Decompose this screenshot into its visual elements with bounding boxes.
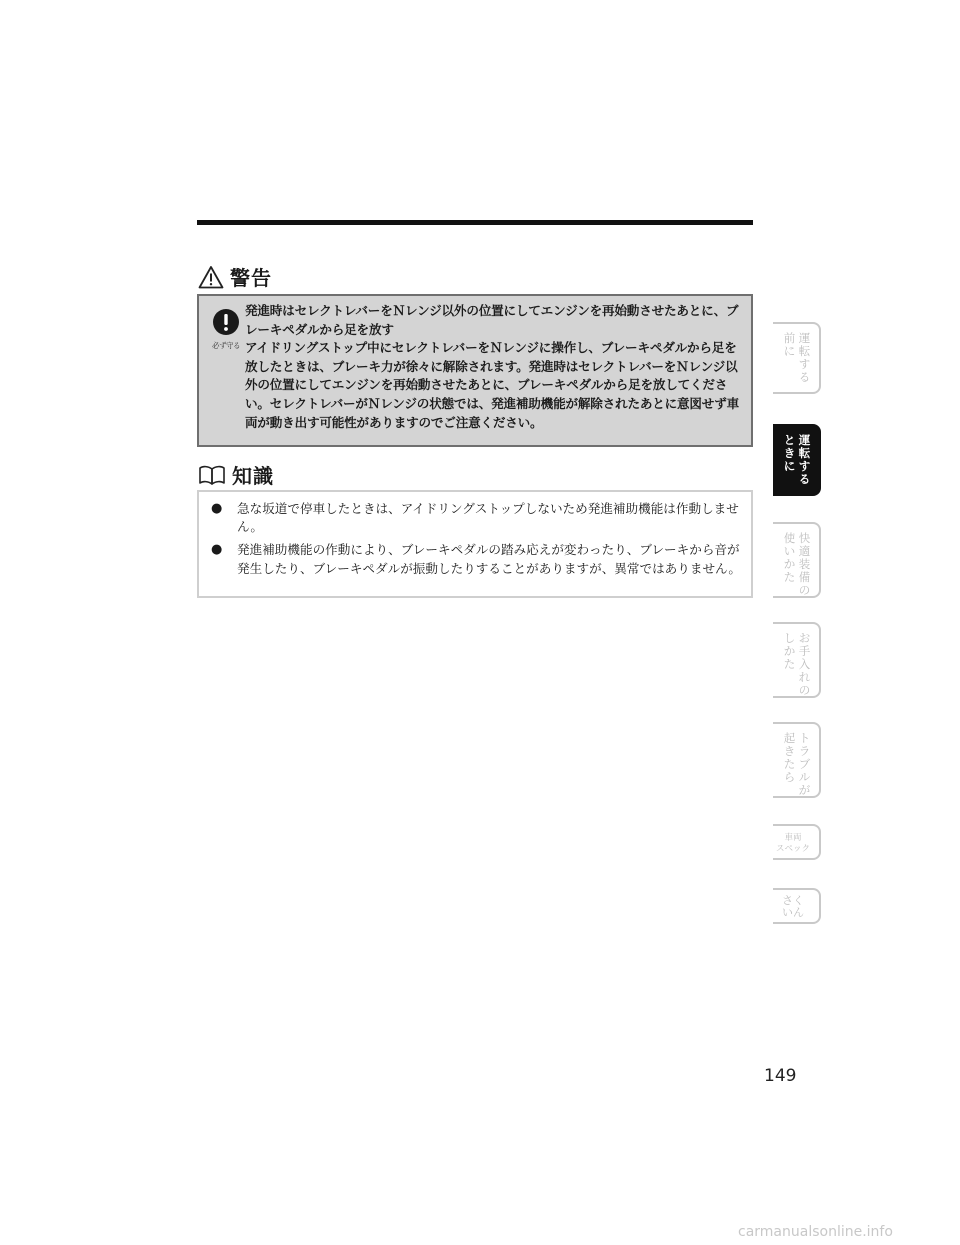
tab-label: 運転する — [798, 433, 811, 486]
warning-title: 警告 — [230, 266, 272, 290]
tab-label: 快適装備の — [798, 531, 811, 597]
tab-maintenance[interactable] — [773, 622, 821, 698]
list-item — [211, 541, 743, 577]
warning-text — [245, 302, 745, 432]
knowledge-box — [197, 490, 753, 598]
knowledge-title: 知識 — [232, 464, 274, 488]
tab-before-driving[interactable] — [773, 322, 821, 394]
tab-label: お手入れの — [798, 631, 811, 697]
tab-label: トラブルが — [798, 731, 811, 797]
tab-label: ときに — [783, 433, 796, 473]
bullet: ● — [211, 542, 223, 558]
list-item-text: 急な坂道で停車したときは、アイドリングストップしないため発進補助機能は作動しません。 — [237, 501, 739, 535]
bullet: ● — [211, 501, 223, 516]
tab-comfort-equipment[interactable] — [773, 522, 821, 598]
tab-label: 運転する — [798, 331, 811, 384]
tab-index[interactable] — [773, 888, 821, 924]
tab-label: 車両 — [784, 833, 802, 843]
tab-label: さく — [782, 894, 804, 907]
warning-paragraph: 発進時はセレクトレバーをＮレンジ以外の位置にしてエンジンを再始動させたあとに、ブレーキペダルから足を放す — [245, 303, 739, 337]
must-follow-badge — [208, 308, 244, 351]
warning-triangle-icon — [198, 265, 224, 289]
must-follow-label: 必ず守る — [212, 341, 240, 350]
page-number: 149 — [764, 1066, 797, 1086]
warning-box — [197, 294, 753, 447]
list-item-text: 発進補助機能の作動により、ブレーキペダルの踏み応えが変わったり、ブレーキから音が発生したり、ブレーキペダルが振動したりすることがありますが、異常ではありません。 — [237, 542, 742, 576]
tab-while-driving[interactable] — [773, 424, 821, 496]
tab-label: 前に — [783, 331, 796, 358]
tab-label: 起きたら — [783, 731, 796, 784]
exclamation-circle-icon — [212, 308, 240, 336]
top-rule — [197, 220, 753, 225]
knowledge-heading — [198, 460, 274, 489]
footer-watermark: carmanualsonline.info — [738, 1224, 893, 1240]
tab-label: スペック — [775, 844, 810, 854]
warning-paragraph: アイドリングストップ中にセレクトレバーをＮレンジに操作し、ブレーキペダルから足を放したときは、ブレーキ力が徐々に解除されます。発進時はセレクトレバーをＮレンジ以外の位置にしてエンジンを再始動させたあとに、ブレーキペダルから足を放してください。セレクトレバーがＮレンジの状態では、発進補助機能が解除されたあとに意図せず車両が動き出す可能性がありますのでご注意ください。 — [245, 340, 739, 430]
tab-label: 使いかた — [783, 531, 796, 584]
warning-heading — [198, 262, 272, 291]
tab-label: しかた — [783, 631, 796, 671]
tab-vehicle-specs[interactable] — [773, 824, 821, 860]
open-book-icon — [198, 464, 226, 486]
knowledge-list — [211, 500, 743, 583]
list-item — [211, 500, 743, 536]
tab-troubleshooting[interactable] — [773, 722, 821, 798]
tab-label: いん — [782, 906, 804, 919]
